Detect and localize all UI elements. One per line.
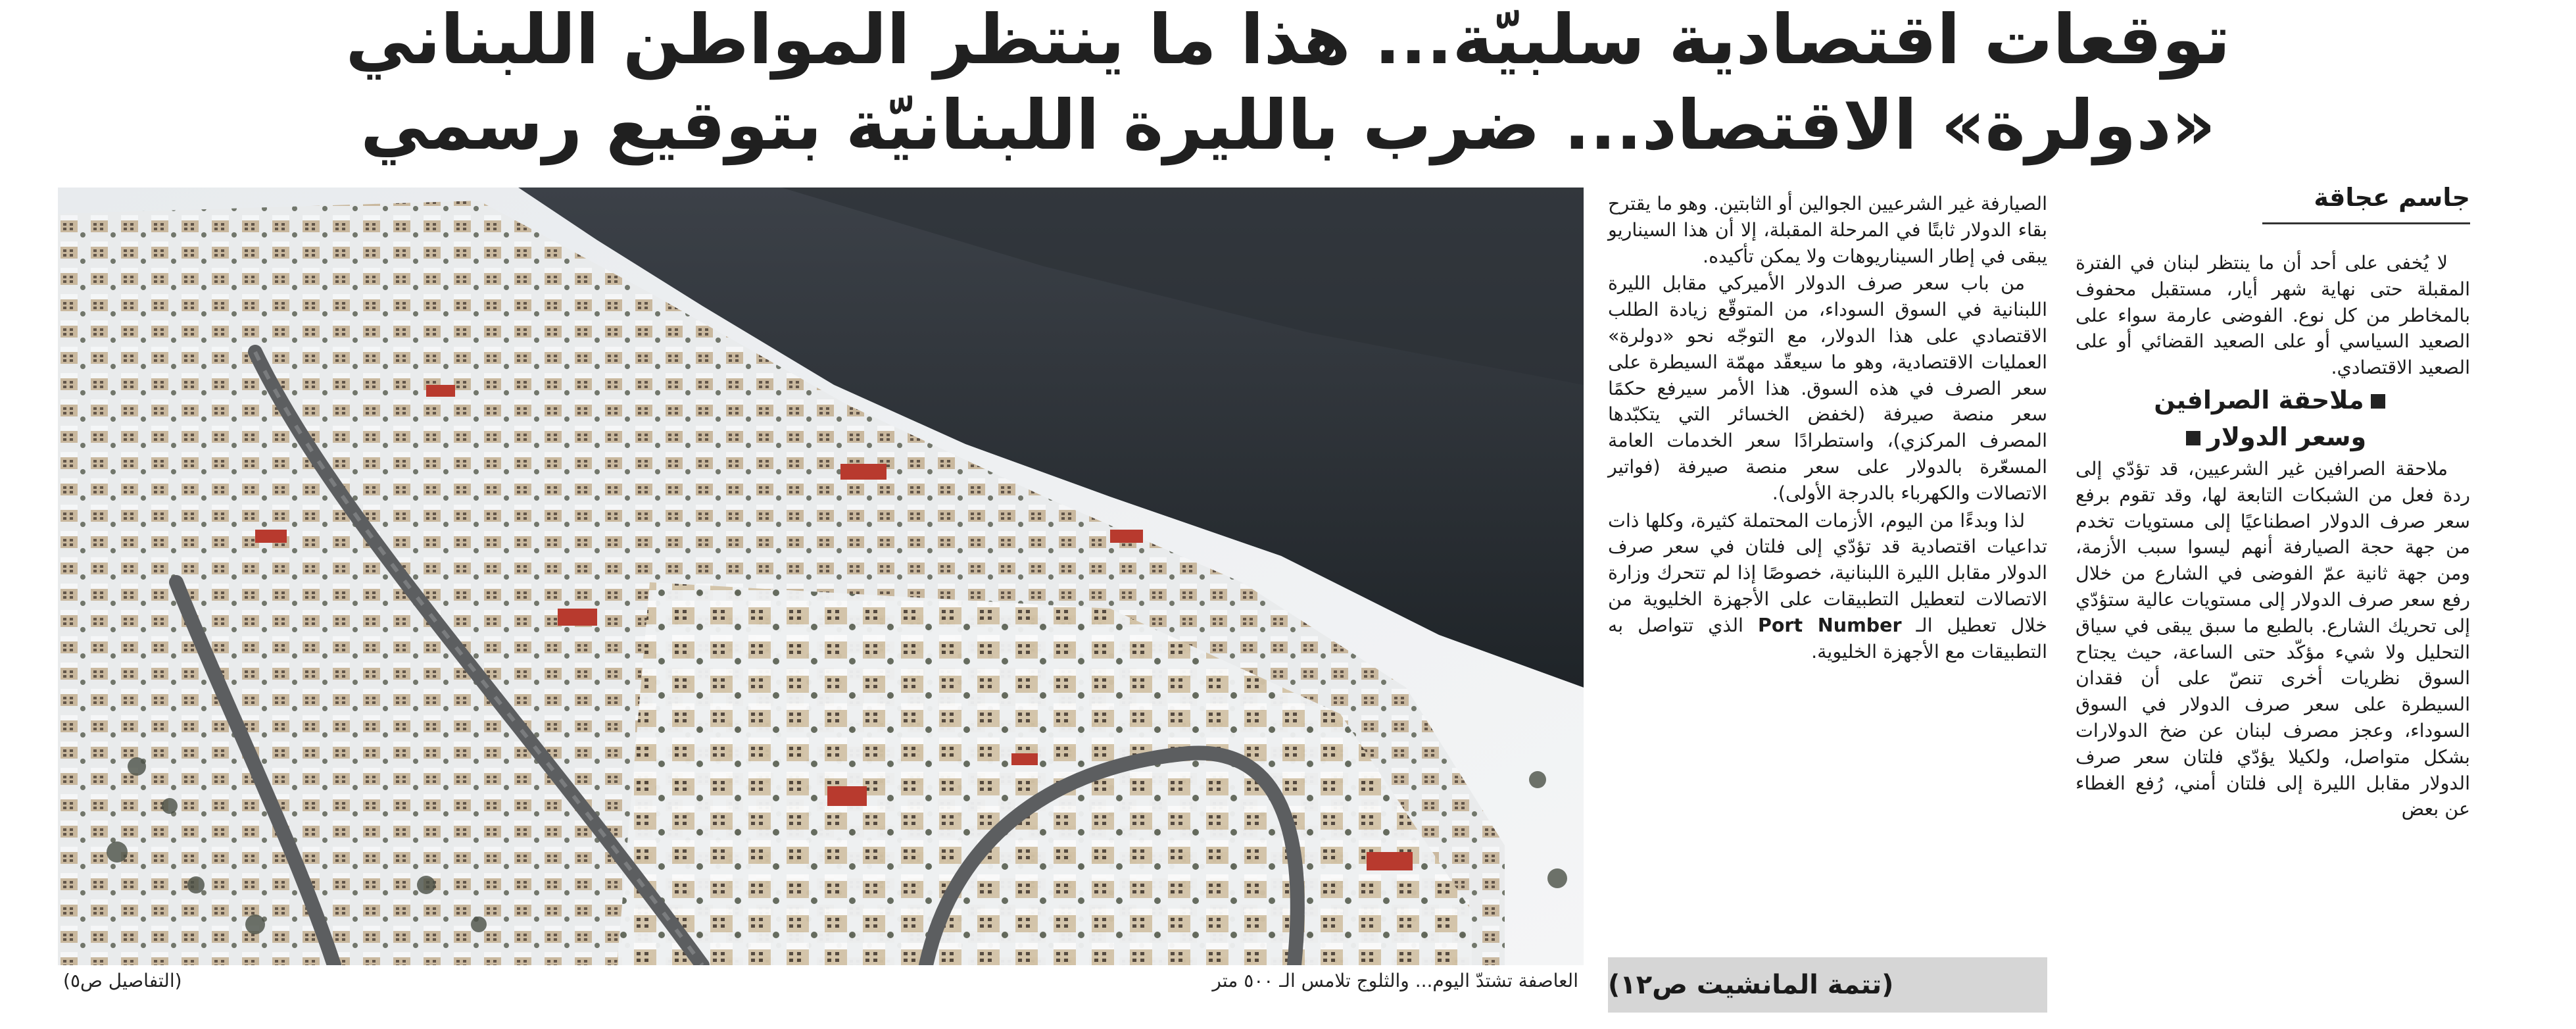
subheading-line-1: ملاحقة الصرافين xyxy=(2076,382,2470,418)
article-column-right xyxy=(2076,250,2470,824)
continued-on-page-box xyxy=(1608,957,2047,1013)
details-reference: (التفاصيل ص٥) xyxy=(63,970,182,991)
body-paragraph: لذا وبدءًا من اليوم، الأزمات المحتملة كثيرة، وكلها ذات تداعيات اقتصادية قد تؤدّي إلى فلتان في سعر صرف الدولار مقابل الليرة اللبنانية، خصوصًا إذا لم تتحرك وزارة الاتصالات لتعطيل التطبيقات على الأجهزة الخليوية من خلال تعطيل الـ Port Number الذي تتواصل به التطبيقات مع الأجهزة الخليوية. xyxy=(1608,509,2047,663)
body-paragraph: ملاحقة الصرافين غير الشرعيين، قد تؤدّي إلى ردة فعل من الشبكات التابعة لها، وقد تقوم برفع سعر صرف الدولار اصطناعيًا إلى مستويات تخدم من جهة حجة الصيارفة أنهم ليسوا سبب الأزمة، ومن جهة ثانية عمّ الفوضى في الشارع من خلال رفع سعر صرف الدولار إلى مستويات عالية ستؤدّي إلى تحريك الشارع. بالطبع ما سبق يبقى في سياق التحليل ولا شيء مؤكّد حتى الساعة، حيث يجتاح السوق نظريات أخرى تنصّ على أن فقدان السيطرة على سعر صرف الدولار في السوق السوداء، وعجز مصرف لبنان عن ضخ الدولارات بشكل متواصل، ولكيلا يؤدّي فلتان سعر صرف الدولار مقابل الليرة إلى فلتان أمني، رُفع الغطاء عن بعض xyxy=(2076,457,2470,820)
aerial-snow-town-photo xyxy=(58,188,1584,965)
intro-paragraph: لا يُخفى على أحد أن ما ينتظر لبنان في الفترة المقبلة حتى نهاية شهر أيار، مستقبل محفوف بالمخاطر من كل نوع. الفوضى عارمة سواء على الصعيد السياسي أو على الصعيد القضائي أو على الصعيد الاقتصادي. xyxy=(2076,252,2470,379)
subheading-line-2: وسعر الدولار xyxy=(2076,419,2470,455)
author-byline: جاسم عجاقة xyxy=(2262,183,2470,224)
square-bullet-icon xyxy=(2371,394,2385,409)
photo-caption: العاصفة تشتدّ اليوم... والثلوج تلامس الـ ٥٠٠ متر xyxy=(1212,970,1578,991)
body-paragraph: الصيارفة غير الشرعيين الجوالين أو الثابتين. وهو ما يقترح بقاء الدولار ثابتًا في المرحلة المقبلة، إلا أن هذا السيناريو يبقى في إطار السيناريوهات ولا يمكن تأكيده. xyxy=(1608,193,2047,267)
continued-label: (تتمة المانشيت ص١٢) xyxy=(1608,970,1894,1000)
body-paragraph: من باب سعر صرف الدولار الأميركي مقابل الليرة اللبنانية في السوق السوداء، من المتوقّع زيادة الطلب الاقتصادي على هذا الدولار، مع التوجّه نحو «دولرة» العمليات الاقتصادية، وهو ما سيعقّد مهمّة السيطرة على سعر الصرف في هذه السوق. هذا الأمر سيرفع حكمًا سعر منصة صيرفة (لخفض الخسائر التي يتكبّدها المصرف المركزي)، واستطرادًا سعر الخدمات العامة المسعّرة بالدولار على سعر منصة صيرفة (فواتير الاتصالات والكهرباء بالدرجة الأولى). xyxy=(1608,272,2047,504)
headline-line-1: توقعات اقتصادية سلبيّة... هذا ما ينتظر المواطن اللبناني xyxy=(345,0,2231,80)
article-column-middle xyxy=(1608,191,2047,666)
port-number-term: Port Number xyxy=(1757,614,1902,636)
square-bullet-icon xyxy=(2186,431,2200,445)
headline-line-2: «دولرة» الاقتصاد... ضرب بالليرة اللبنانيّة بتوقيع رسمي xyxy=(360,85,2216,165)
